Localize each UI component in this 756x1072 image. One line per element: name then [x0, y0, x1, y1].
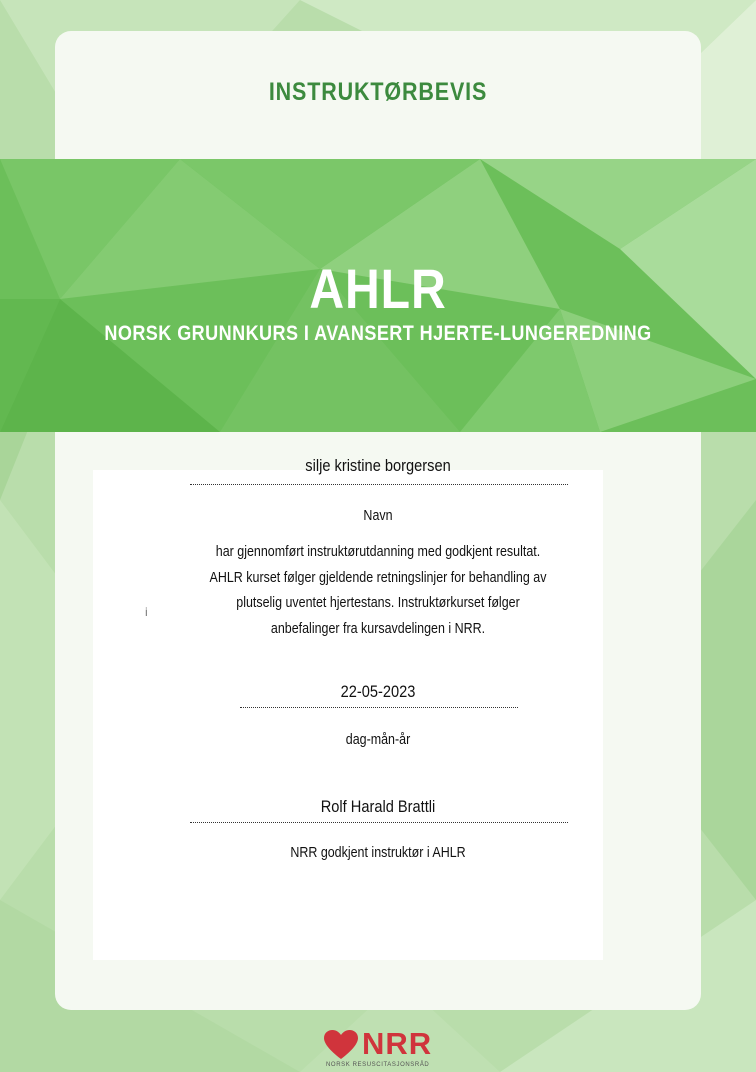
course-name: NORSK GRUNNKURS I AVANSERT HJERTE-LUNGEREDNING — [104, 322, 652, 345]
completion-statement — [178, 540, 578, 642]
statement-line: har gjennomført instruktørutdanning med godkjent resultat. — [215, 544, 541, 560]
logo-subtitle: NORSK RESUSCITASJONSRÅD — [326, 1062, 430, 1068]
instructor-label: NRR godkjent instruktør i AHLR — [290, 845, 466, 861]
nrr-logo — [322, 1026, 442, 1070]
heart-icon — [324, 1030, 358, 1060]
logo-text: NRR — [362, 1026, 433, 1061]
certificate-title: INSTRUKTØRBEVIS — [268, 78, 488, 106]
name-dotted-line — [190, 484, 568, 485]
name-value: silje kristine borgersen — [305, 456, 451, 475]
instructor-dotted-line — [190, 822, 568, 823]
date-label: dag-mån-år — [345, 732, 411, 748]
statement-line: anbefalinger fra kursavdelingen i NRR. — [270, 620, 486, 637]
statement-line: plutselig uventet hjertestans. Instruktørkurset følger — [236, 595, 520, 611]
date-value: 22-05-2023 — [340, 682, 416, 701]
date-dotted-line — [240, 707, 518, 708]
statement-line: AHLR kurset følger gjeldende retningslinjer for behandling av — [209, 569, 547, 586]
stray-mark: i — [145, 605, 148, 619]
course-code: AHLR — [309, 257, 447, 320]
name-label: Navn — [363, 508, 393, 524]
instructor-value: Rolf Harald Brattli — [320, 797, 436, 816]
